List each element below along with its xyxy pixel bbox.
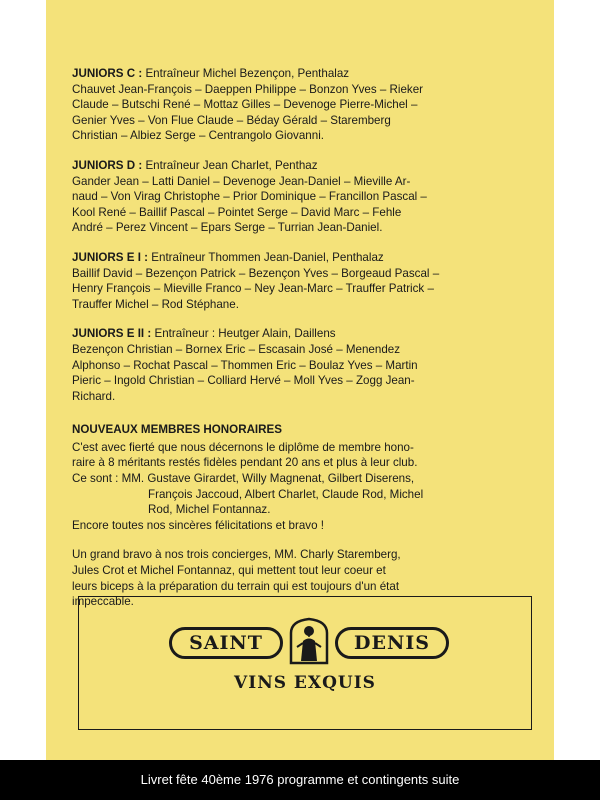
section-title: JUNIORS E II : [72,327,152,341]
section-coach: Entraîneur : Heutger Alain, Daillens [154,327,336,341]
roster-line: Pieric – Ingold Christian – Colliard Hervé – Moll Yves – Zogg Jean- [72,374,415,388]
page-content [72,66,542,624]
page-margin [554,0,600,760]
roster-line: André – Perez Vincent – Epars Serge – Turrian Jean-Daniel. [72,221,383,235]
roster-line: Claude – Butschi René – Mottaz Gilles – Devenoge Pierre-Michel – [72,98,418,112]
brand-right-text: DENIS [335,627,449,659]
roster-line: Gander Jean – Latti Daniel – Devenoge Jean-Daniel – Mieville Ar- [72,174,411,188]
paragraph-line: raire à 8 méritants restés fidèles pendant 20 ans et plus à leur club. [72,456,418,470]
section-juniors-c [72,66,542,144]
brand-left-text: SAINT [169,627,283,659]
paragraph-line: Encore toutes nos sincères félicitations et bravo ! [72,518,324,532]
section-title: JUNIORS E I : [72,250,149,264]
roster-line: Henry François – Mieville Franco – Ney Jean-Marc – Trauffer Patrick – [72,282,434,296]
roster-line: Bezençon Christian – Bornex Eric – Escasain José – Menendez [72,342,401,356]
section-honoraires [72,422,542,533]
roster-line: Richard. [72,389,116,403]
image-caption: Livret fête 40ème 1976 programme et contingents suite [0,760,600,800]
paragraph-line: Un grand bravo à nos trois concierges, MM. Charly Staremberg, [72,548,401,562]
section-juniors-e1 [72,250,542,312]
paragraph-line: Rod, Michel Fontannaz. [148,503,271,517]
section-title: JUNIORS D : [72,158,143,172]
roster-line: naud – Von Virag Christophe – Prior Dominique – Francillon Pascal – [72,190,427,204]
roster-line: Christian – Albiez Serge – Centrangolo Giovanni. [72,129,324,143]
roster-line: Baillif David – Bezençon Patrick – Bezençon Yves – Borgeaud Pascal – [72,266,440,280]
section-coach: Entraîneur Jean Charlet, Penthaz [145,158,318,172]
paragraph-line: François Jaccoud, Albert Charlet, Claude Rod, Michel [148,487,424,501]
roster-line: Chauvet Jean-François – Daeppen Philippe – Bonzon Yves – Rieker [72,82,424,96]
paragraph-line: impeccable. [72,595,134,609]
roster-line: Kool René – Baillif Pascal – Pointet Serge – David Marc – Fehle [72,205,402,219]
section-juniors-e2 [72,326,542,404]
paragraph-line: Jules Crot et Michel Fontannaz, qui mettent tout leur coeur et [72,564,386,578]
honoraires-heading: NOUVEAUX MEMBRES HONORAIRES [72,423,282,437]
brand-logo [169,617,449,665]
section-title: JUNIORS C : [72,67,143,80]
paragraph-line: leurs biceps à la préparation du terrain qui est toujours d'un état [72,579,400,593]
roster-line: Trauffer Michel – Rod Stéphane. [72,297,239,311]
advert-tagline: VINS EXQUIS [234,673,376,693]
roster-line: Alphonso – Rochat Pascal – Thommen Eric – Boulaz Yves – Martin [72,358,418,372]
saint-figure-icon [287,617,331,665]
section-coach: Entraîneur Thommen Jean-Daniel, Penthalaz [151,250,384,264]
paragraph-line: C'est avec fierté que nous décernons le diplôme de membre hono- [72,440,414,454]
paragraph-line: Ce sont : MM. Gustave Girardet, Willy Magnenat, Gilbert Diserens, [72,472,415,486]
section-juniors-d [72,158,542,236]
advertisement-box [78,596,532,730]
section-coach: Entraîneur Michel Bezençon, Penthalaz [145,67,350,80]
roster-line: Genier Yves – Von Flue Claude – Béday Gérald – Staremberg [72,113,391,127]
